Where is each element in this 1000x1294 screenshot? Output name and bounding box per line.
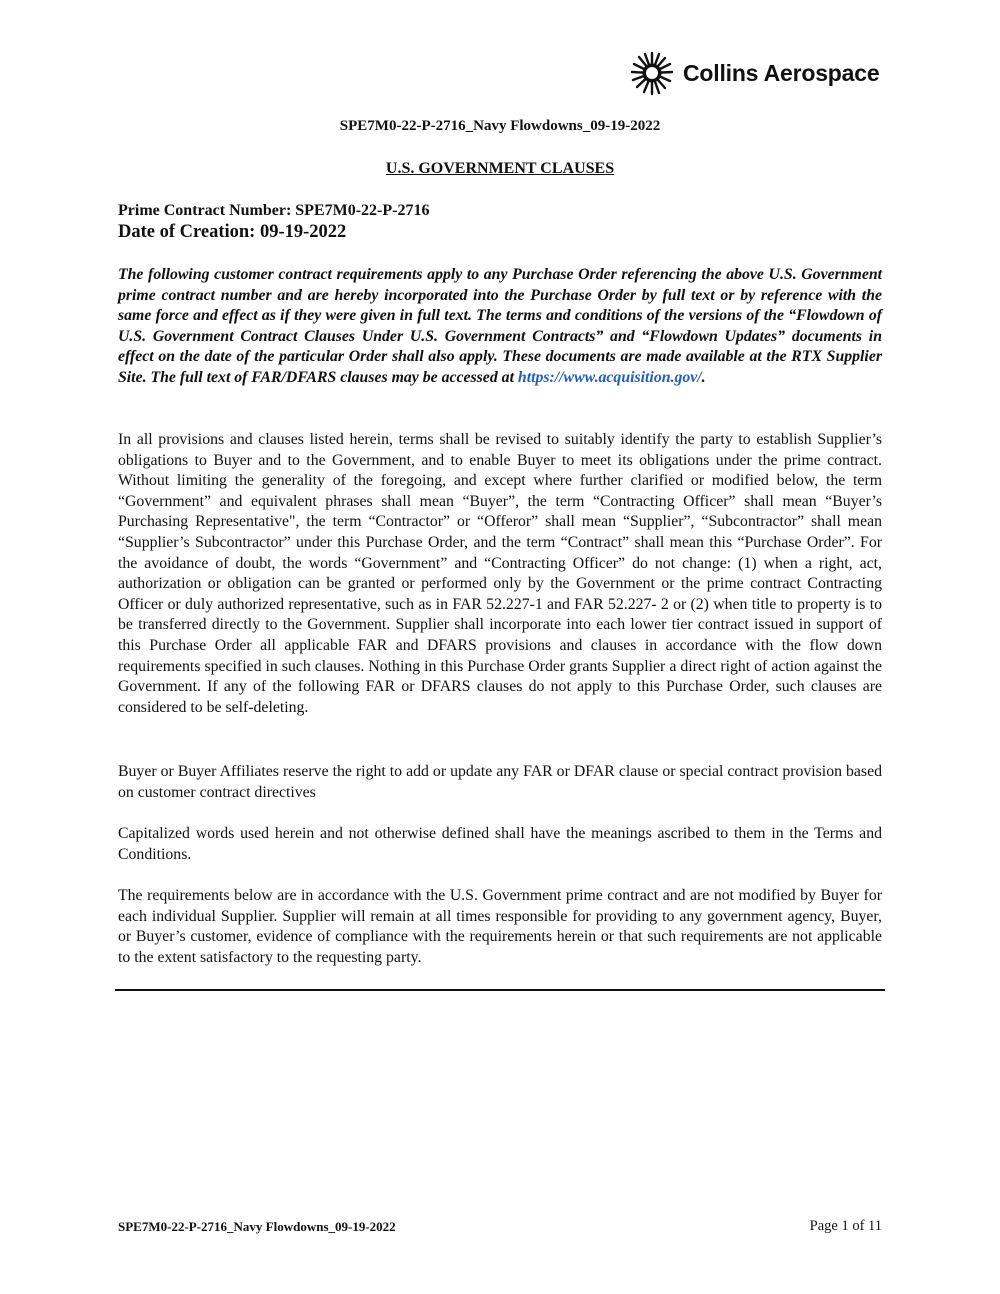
buyer-rights-paragraph: Buyer or Buyer Affiliates reserve the right to add or update any FAR or DFAR clause or special contract provision based on customer contract directives <box>118 763 882 801</box>
date-of-creation: Date of Creation: 09-19-2022 <box>118 222 347 242</box>
requirements-paragraph: The requirements below are in accordance with the U.S. Government prime contract and are not modified by Buyer for each individual Supplier. Supplier will remain at all times responsible for providing to any government agency, Buyer, or Buyer’s customer, evidence of compliance with the requirements herein or that such requirements are not applicable to the extent satisfactory to the requesting party. <box>118 887 882 966</box>
collins-aerospace-logo <box>628 50 879 96</box>
intro-text: The following customer contract requirements apply to any Purchase Order referencing the above U.S. Government prime contract number and are hereby incorporated into the Purchase Order by full text or by reference with the same force and effect as if they were given in full text. The terms and conditions of the versions of the “Flowdown of U.S. Government Contract Clauses Under U.S. Government Contracts” and “Flowdown Updates” documents in effect on the date of the particular Order shall also apply. These documents are made available at the RTX Supplier Site. The full text of FAR/DFARS clauses may be accessed at <box>118 266 882 386</box>
collins-sunburst-icon <box>628 50 676 96</box>
footer-document-id: SPE7M0-22-P-2716_Navy Flowdowns_09-19-2022 <box>118 1219 396 1234</box>
intro-paragraph <box>118 265 882 389</box>
capitalized-words-paragraph: Capitalized words used herein and not otherwise defined shall have the meanings ascribed to them in the Terms and Conditions. <box>118 825 882 863</box>
document-id: SPE7M0-22-P-2716_Navy Flowdowns_09-19-2022 <box>339 118 661 134</box>
section-heading: U.S. GOVERNMENT CLAUSES <box>385 160 615 177</box>
logo-wordmark: Collins Aerospace <box>683 59 880 86</box>
page-number: Page 1 of 11 <box>809 1218 882 1234</box>
terms-paragraph: In all provisions and clauses listed herein, terms shall be revised to suitably identify the party to establish Supplier’s obligations to Buyer and to the Government, and to enable Buyer to meet its obligations under the prime contract. Without limiting the generality of the foregoing, and except where further clarified or modified below, the term “Government” and equivalent phrases shall mean “Buyer”, the term “Contracting Officer” shall mean “Buyer’s Purchasing Representative", the term “Contractor” or “Offeror” shall mean “Supplier”, “Subcontractor” shall mean “Supplier’s Subcontractor” under this Purchase Order, and the term “Contract” shall mean this “Purchase Order”. For the avoidance of doubt, the words “Government” and “Contracting Officer” do not change: (1) when a right, act, authorization or obligation can be granted or performed only by the Government or the prime contract Contracting Officer or duly authorized representative, such as in FAR 52.227-1 and FAR 52.227- 2 or (2) when title to property is to be transferred directly to the Government. Supplier shall incorporate into each lower tier contract issued in support of this Purchase Order all applicable FAR and DFARS provisions and clauses in accordance with the flow down requirements specified in such clauses. Nothing in this Purchase Order grants Supplier a direct right of action against the Government. If any of the following FAR or DFARS clauses do not apply to this Purchase Order, such clauses are considered to be self-deleting. <box>118 431 882 716</box>
acquisition-link[interactable]: https://www.acquisition.gov/ <box>517 368 702 386</box>
section-divider <box>115 989 885 991</box>
prime-contract-number: Prime Contract Number: SPE7M0-22-P-2716 <box>118 202 430 219</box>
intro-end: . <box>701 368 706 386</box>
